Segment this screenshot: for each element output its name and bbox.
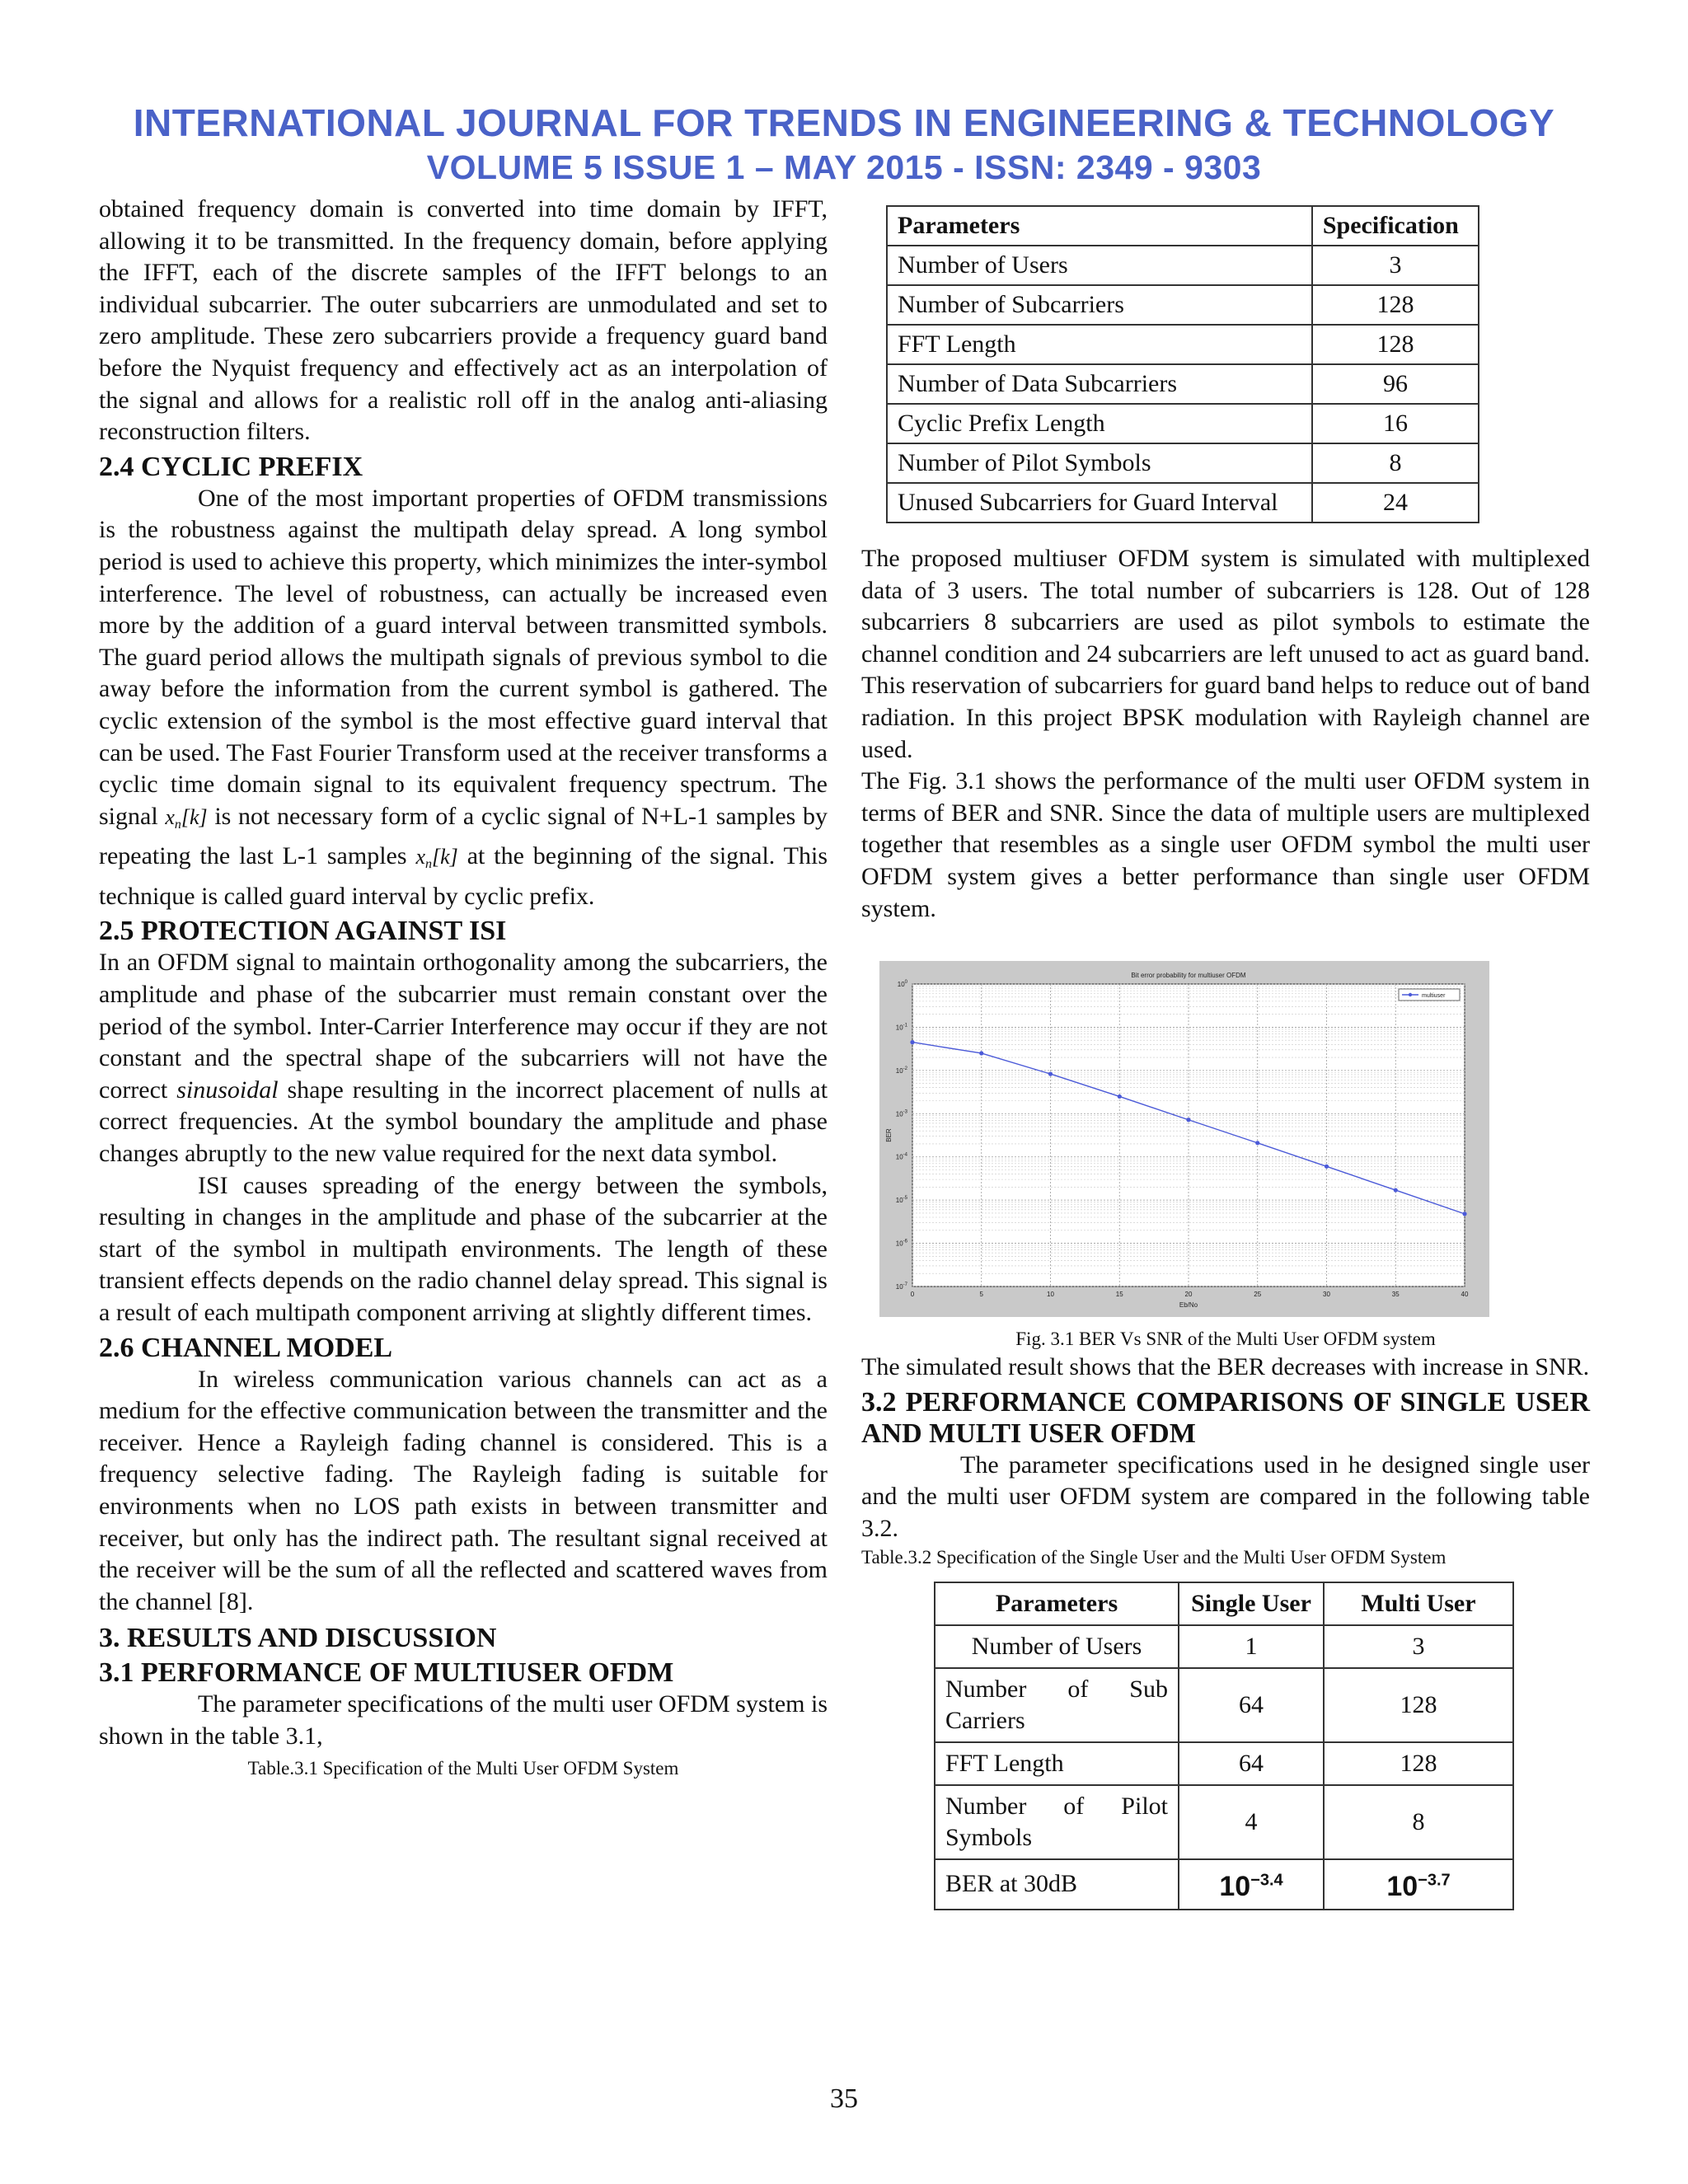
page-number: 35 [830,2083,858,2114]
figure-3-1-caption: Fig. 3.1 BER Vs SNR of the Multi User OFDM system [1015,1329,1436,1350]
x-tick-label: 10 [1047,1291,1054,1299]
y-tick-label: $10^{-4}$ [895,1152,907,1161]
table-cell: 96 [1312,364,1479,404]
left-column [99,194,828,1781]
table-cell: Cyclic Prefix Length [887,404,1312,443]
table-3-2-header-multi-user: Multi User [1324,1582,1513,1625]
x-axis-label: Eb/No [1179,1301,1198,1310]
journal-title: INTERNATIONAL JOURNAL FOR TRENDS IN ENGINEERING & TECHNOLOGY [133,101,1555,144]
table-cell: 16 [1312,404,1479,443]
table-3-1-header-row [887,206,1479,246]
table-cell: FFT Length [887,325,1312,364]
data-point [1325,1165,1329,1169]
table-cell: FFT Length [935,1742,1179,1785]
figure-3-1 [879,961,1489,1317]
data-point [979,1052,983,1056]
legend-label: multiuser [1422,993,1446,1000]
y-tick-label: $10^{-6}$ [895,1239,907,1248]
section-3-1-paragraph: The parameter specifications of the multi user OFDM system is shown in the table 3.1, [99,1690,828,1750]
journal-volume-issn: VOLUME 5 ISSUE 1 – MAY 2015 - ISSN: 2349 - 9303 [426,148,1262,186]
table-3-1-caption: Table.3.1 Specification of the Multi User OFDM System [247,1757,679,1779]
table-row [887,404,1479,443]
right-column [861,194,1590,1910]
table-3-2 [934,1582,1514,1910]
table-row [887,483,1479,523]
section-2-5-paragraph-1: In an OFDM signal to maintain orthogonality among the subcarriers, the amplitude and phase of the subcarrier must remain constant over the period of the symbol. Inter-Carrier Interference may occur if they are not constant and the spectral shape of the subcarriers will not have the correct sinusoidal shape resulting in the incorrect placement of nulls at correct frequencies. At the symbol boundary the amplitude and phase changes abruptly to the new value required for the next data symbol. [99,949,828,1168]
table-cell: 3 [1312,246,1479,285]
section-2-6-title: 2.6 CHANNEL MODEL [99,1332,393,1363]
x-tick-label: 5 [979,1291,983,1299]
section-3-2-paragraph: The parameter specifications used in he designed single user and the multi user OFDM system are compared in the following table 3.2. [861,1451,1590,1542]
section-3-1-title: 3.1 PERFORMANCE OF MULTIUSER OFDM [99,1657,674,1689]
y-tick-label: $10^{-2}$ [895,1066,907,1075]
table-cell-ber-single: $10^{-3.4}$ [1179,1859,1324,1910]
table-cell: 64 [1179,1668,1324,1742]
table-cell: 128 [1324,1668,1513,1742]
right-paragraph-3: The simulated result shows that the BER decreases with increase in SNR. [861,1353,1590,1381]
table-cell: Unused Subcarriers for Guard Interval [887,483,1312,523]
table-cell: Number of Sub Carriers [935,1668,1179,1742]
table-row [935,1785,1513,1859]
section-2-4-text-a: One of the most important properties of OFDM transmissions is the robustness against the multipath delay spread. A long symbol period is used to achieve this property, which minimizes the inter-symbol interference. The level of robustness, can actually be increased even more by the addition of a guard interval between transmitted symbols. The guard period allows the multipath signals of previous symbol to die away before the information from the current symbol is gathered. The cyclic extension of the symbol is the most effective guard interval that can be used. The Fast Fourier Transform used at the receiver transforms a cyclic time domain signal to its equivalent frequency spectrum. The signal [99,484,828,830]
table-cell: Number of Users [935,1625,1179,1668]
y-tick-label: $10^{-5}$ [895,1196,907,1205]
data-point [910,1040,914,1044]
y-tick-label: $10^{-7}$ [895,1282,907,1291]
table-cell: 3 [1324,1625,1513,1668]
table-row [935,1625,1513,1668]
y-tick-label: $10^0$ [897,980,907,989]
table-row [887,325,1479,364]
section-2-4-title: 2.4 CYCLIC PREFIX [99,451,363,482]
table-cell: 1 [1179,1625,1324,1668]
table-cell: 128 [1312,325,1479,364]
table-3-1-header-parameters: Parameters [887,206,1312,246]
table-cell: Number of Data Subcarriers [887,364,1312,404]
table-cell-ber-multi: $10^{-3.7}$ [1324,1859,1513,1910]
legend-marker [1409,993,1412,996]
table-cell: 128 [1324,1742,1513,1785]
right-paragraph-1: The proposed multiuser OFDM system is simulated with multiplexed data of 3 users. The total number of subcarriers is 128. Out of 128 subcarriers 8 subcarriers are used as pilot symbols to estimate the channel condition and 24 subcarriers are left unused to act as guard band. This reservation of subcarriers for guard band helps to reduce out of band radiation. In this project BPSK modulation with Rayleigh channel are used. [861,545,1590,763]
table-cell: Number of Users [887,246,1312,285]
table-cell: BER at 30dB [935,1859,1179,1910]
x-tick-label: 0 [910,1291,915,1299]
table-cell: 128 [1312,285,1479,325]
table-cell: Number of Subcarriers [887,285,1312,325]
table-3-2-header-row [935,1582,1513,1625]
table-3-2-header-single-user: Single User [1179,1582,1324,1625]
data-point [1118,1094,1122,1099]
ber-vs-snr-chart [879,961,1489,1317]
section-2-5-paragraph-2: ISI causes spreading of the energy between the symbols, resulting in changes in the amplitude and phase of the subcarrier at the start of the symbol in multipath environments. The length of these transient effects depends on the radio channel delay spread. This signal is a result of each multipath component arriving at slightly different times. [99,1171,828,1326]
section-3-2-title: 3.2 PERFORMANCE COMPARISONS OF SINGLE USER AND MULTI USER OFDM [861,1386,1590,1449]
x-tick-label: 35 [1391,1291,1400,1299]
math-xn-k: $x_n[k]$ [165,804,208,832]
table-cell: Number of Pilot Symbols [935,1785,1179,1859]
table-row [887,246,1479,285]
section-3-title: 3. RESULTS AND DISCUSSION [99,1623,497,1654]
table-3-1-header-specification: Specification [1312,206,1479,246]
table-3-2-header-parameters: Parameters [935,1582,1179,1625]
table-cell: 8 [1312,443,1479,483]
y-axis-label: BER [885,1128,893,1142]
table-row [887,443,1479,483]
math-xn-k-2: $x_n[k]$ [415,845,458,872]
section-2-4-paragraph [99,483,828,913]
table-row [887,285,1479,325]
data-point [1462,1212,1466,1216]
x-tick-label: 40 [1461,1291,1469,1299]
data-point [1048,1072,1053,1076]
chart-title: Bit error probability for multiuser OFDM [1131,972,1246,980]
x-tick-label: 20 [1184,1291,1193,1299]
data-point [1394,1188,1398,1193]
section-2-4-text-b: is not necessary form of a cyclic signal of N+L-1 samples by repeating the last L-1 samples [99,802,828,870]
right-paragraph-2: The Fig. 3.1 shows the performance of the multi user OFDM system in terms of BER and SNR. Since the data of multiple users are multiplexed together that resembles as a single user OFDM symbol the multi user OFDM system gives a better performance than single user OFDM system. [861,767,1590,922]
section-2-4-text-c: at the beginning of the signal. This technique is called guard interval by cyclic prefix. [99,842,828,910]
table-cell: 64 [1179,1742,1324,1785]
table-3-1 [886,205,1479,523]
section-2-6-paragraph: In wireless communication various channels can act as a medium for the effective communication between the transmitter and the receiver. Hence a Rayleigh fading channel is considered. This is a frequency selective fading. The Rayleigh fading is suitable for environments when no LOS path exists in between transmitter and receiver, but only has the indirect path. The resultant signal received at the receiver will be the sum of all the reflected and scattered waves from the channel [8]. [99,1365,828,1615]
data-point [1186,1118,1190,1122]
table-3-2-caption: Table.3.2 Specification of the Single User and the Multi User OFDM System [861,1546,1447,1568]
intro-paragraph: obtained frequency domain is converted into time domain by IFFT, allowing it to be transmitted. In the frequency domain, before applying the IFFT, each of the discrete samples of the IFFT belongs to an individual subcarrier. The outer subcarriers are unmodulated and set to zero amplitude. These zero subcarriers provide a frequency guard band before the Nyquist frequency and effectively act as an interpolation of the signal and allows for a realistic roll off in the analog anti-aliasing reconstruction filters. [99,195,828,446]
y-tick-label: $10^{-1}$ [895,1023,907,1032]
y-tick-label: $10^{-3}$ [895,1109,907,1118]
x-tick-label: 15 [1115,1291,1123,1299]
table-row [935,1859,1513,1910]
table-row [935,1742,1513,1785]
section-2-5-title: 2.5 PROTECTION AGAINST ISI [99,916,507,947]
table-cell: 4 [1179,1785,1324,1859]
table-row [935,1668,1513,1742]
x-tick-label: 30 [1323,1291,1330,1299]
data-point [1255,1141,1259,1145]
x-tick-label: 25 [1254,1291,1262,1299]
table-cell: 8 [1324,1785,1513,1859]
table-cell: Number of Pilot Symbols [887,443,1312,483]
table-row [887,364,1479,404]
table-cell: 24 [1312,483,1479,523]
